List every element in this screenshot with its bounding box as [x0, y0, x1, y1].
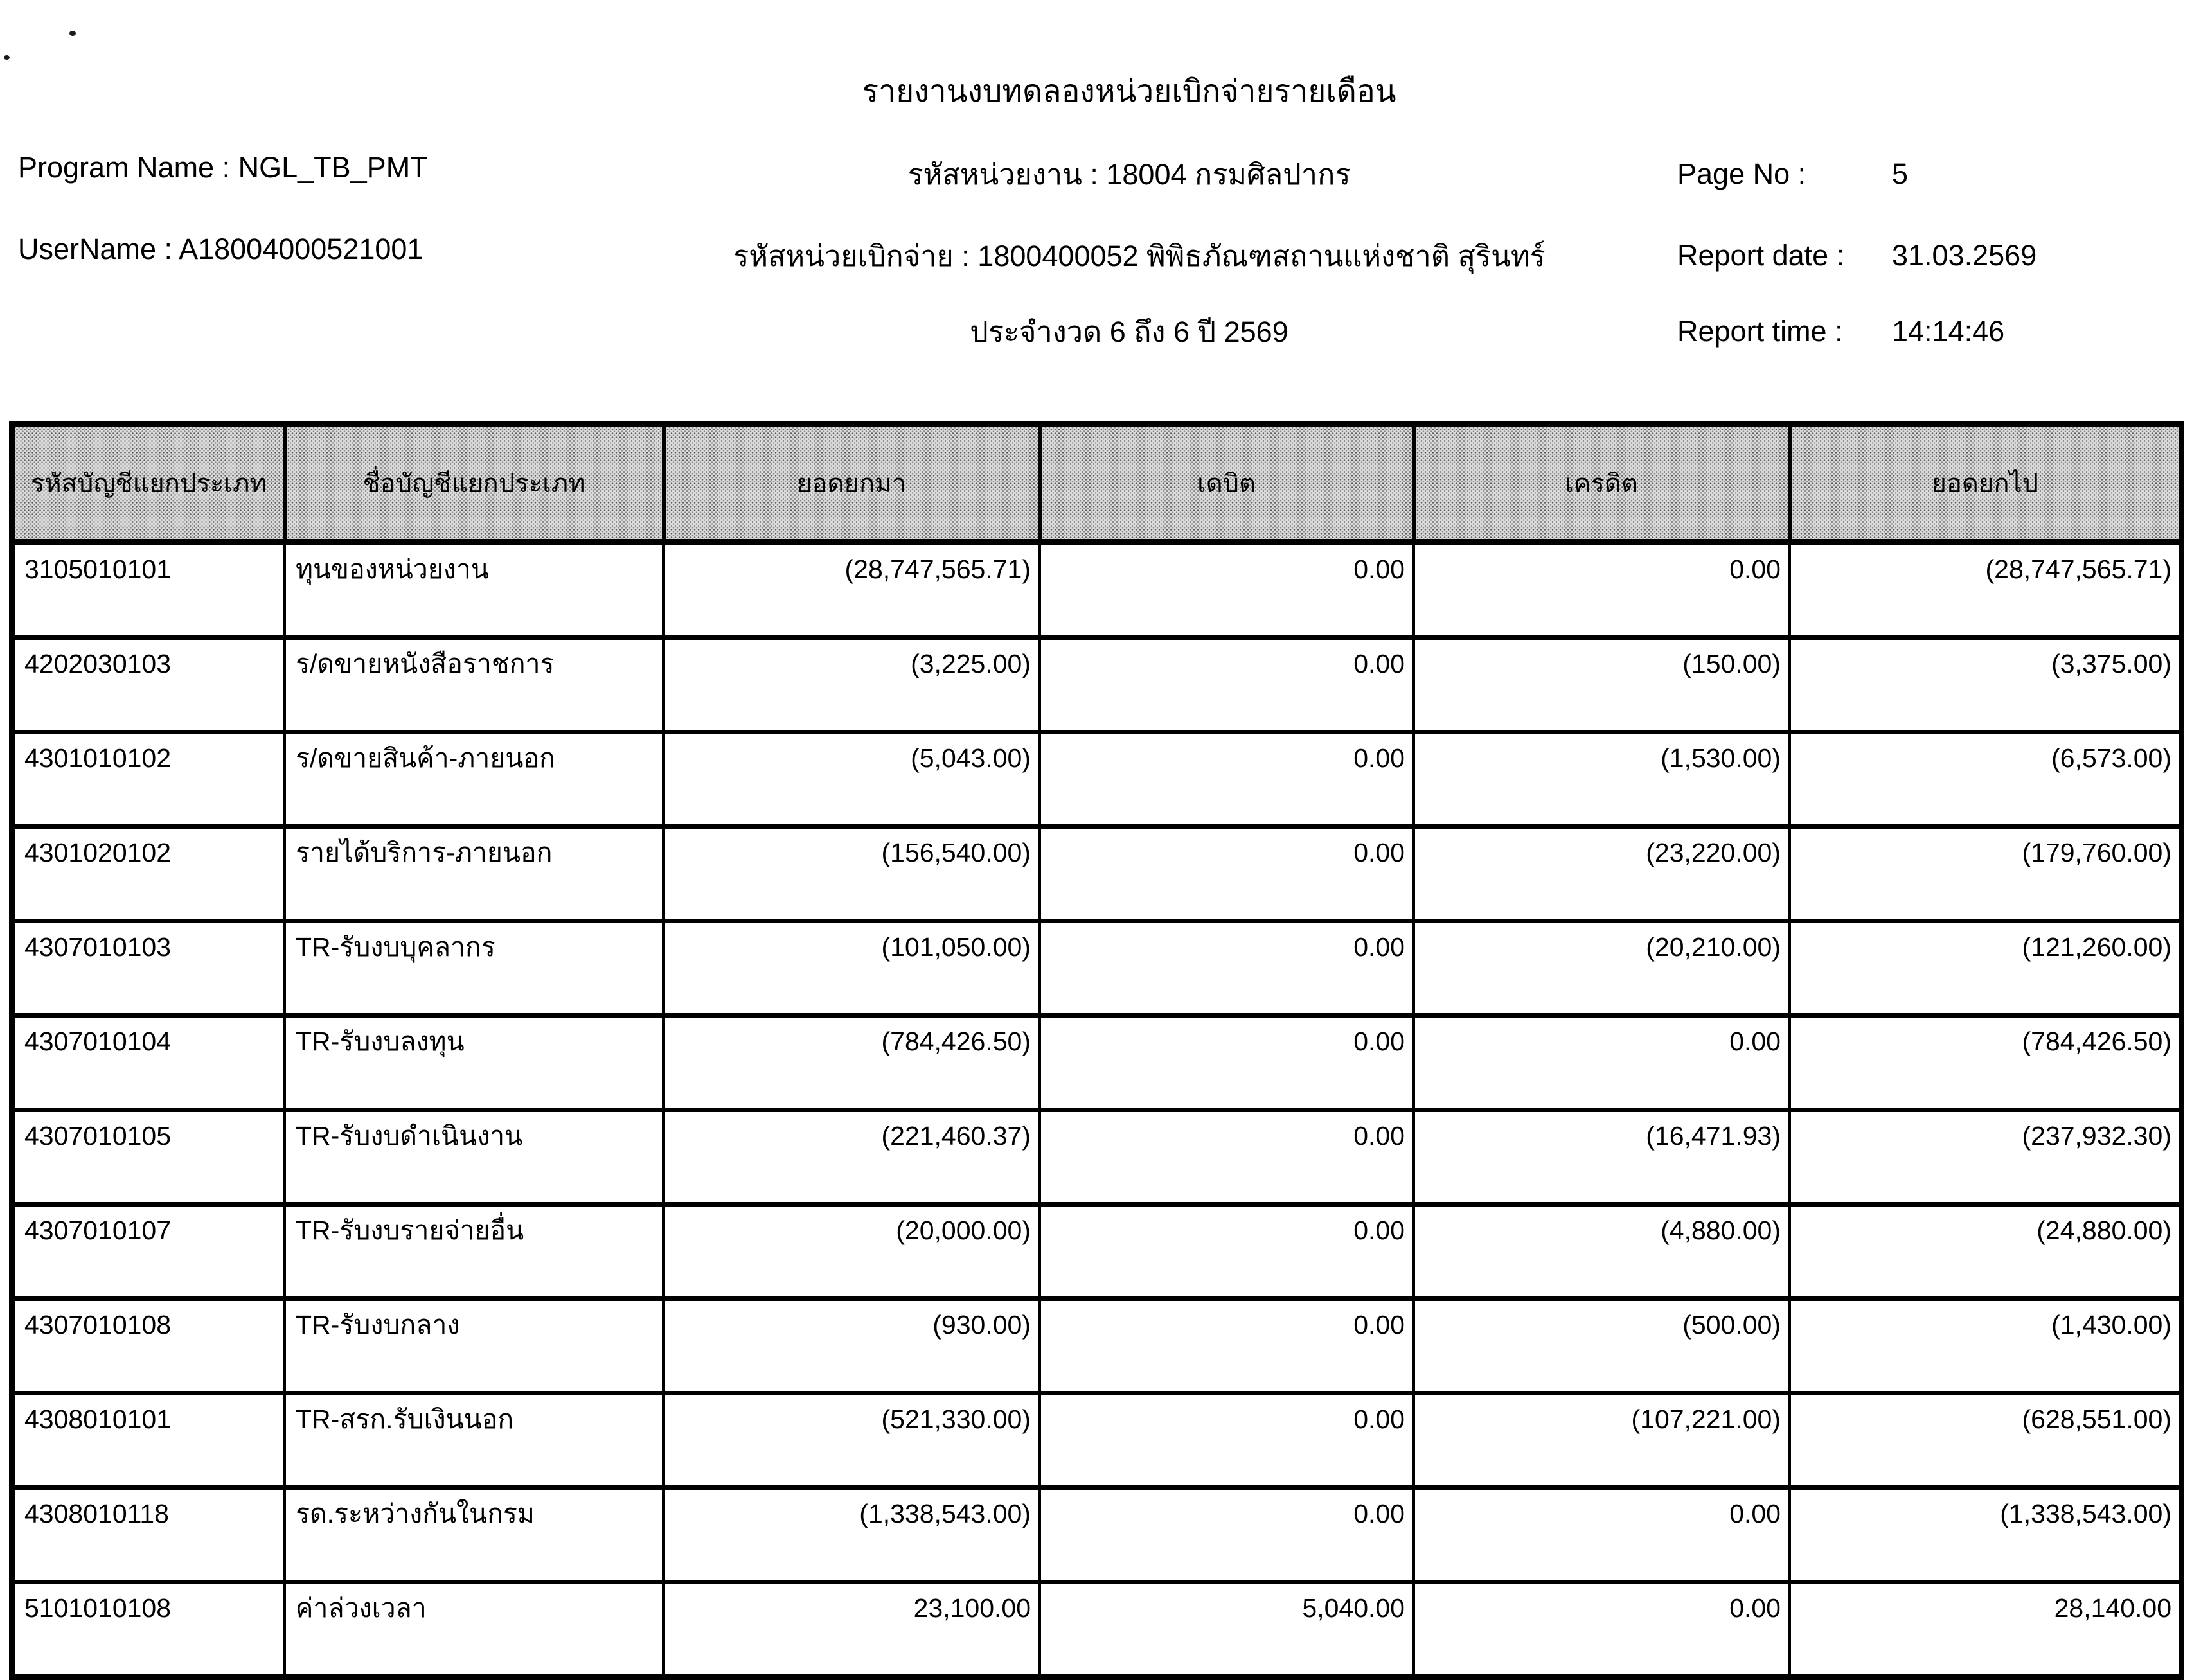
account-code-cell: 5101010108 — [12, 1582, 285, 1677]
debit-cell: 0.00 — [1040, 1016, 1414, 1110]
ending-balance-cell: (237,932.30) — [1790, 1110, 2182, 1205]
account-name-cell: TR-รับงบกลาง — [285, 1299, 664, 1393]
table-row — [12, 542, 2182, 638]
beginning-balance-cell: (28,747,565.71) — [664, 542, 1040, 638]
debit-cell: 0.00 — [1040, 732, 1414, 827]
credit-cell: (23,220.00) — [1414, 827, 1790, 921]
table-row — [12, 921, 2182, 1016]
beginning-balance-cell: (521,330.00) — [664, 1393, 1040, 1488]
account-name-cell: TR-รับงบลงทุน — [285, 1016, 664, 1110]
debit-cell: 0.00 — [1040, 542, 1414, 638]
debit-cell: 0.00 — [1040, 1110, 1414, 1205]
ending-balance-cell: (1,430.00) — [1790, 1299, 2182, 1393]
table-row — [12, 1016, 2182, 1110]
credit-cell: (20,210.00) — [1414, 921, 1790, 1016]
disbursement-unit-line: รหัสหน่วยเบิกจ่าย : 1800400052 พิพิธภัณฑสถานแห่งชาติ สุรินทร์ — [733, 240, 1546, 272]
credit-cell: 0.00 — [1414, 542, 1790, 638]
ending-balance-cell: 28,140.00 — [1790, 1582, 2182, 1677]
account-name-cell: TR-สรก.รับเงินนอก — [285, 1393, 664, 1488]
account-code-cell: 4308010118 — [12, 1488, 285, 1582]
ending-balance-header: ยอดยกไป — [1790, 425, 2182, 543]
credit-cell: (1,530.00) — [1414, 732, 1790, 827]
account-code-cell: 4307010104 — [12, 1016, 285, 1110]
debit-cell: 0.00 — [1040, 1205, 1414, 1299]
ending-balance-cell: (628,551.00) — [1790, 1393, 2182, 1488]
account-code-cell: 4307010103 — [12, 921, 285, 1016]
table-row — [12, 1393, 2182, 1488]
debit-cell: 0.00 — [1040, 1299, 1414, 1393]
report-time-value: 14:14:46 — [1892, 315, 2005, 348]
account-code-cell: 4307010105 — [12, 1110, 285, 1205]
ending-balance-cell: (121,260.00) — [1790, 921, 2182, 1016]
account-code-cell: 4308010101 — [12, 1393, 285, 1488]
beginning-balance-cell: (221,460.37) — [664, 1110, 1040, 1205]
report-time-label: Report time : — [1677, 315, 1843, 348]
table-row — [12, 1299, 2182, 1393]
table-row — [12, 1488, 2182, 1582]
table-row — [12, 638, 2182, 732]
account-name-cell: TR-รับงบบุคลากร — [285, 921, 664, 1016]
page-no-label: Page No : — [1677, 157, 1806, 190]
credit-cell: (150.00) — [1414, 638, 1790, 732]
scan-artifact-dot — [4, 55, 10, 60]
table-row — [12, 1110, 2182, 1205]
beginning-balance-cell: (930.00) — [664, 1299, 1040, 1393]
beginning-balance-header: ยอดยกมา — [664, 425, 1040, 543]
credit-cell: 0.00 — [1414, 1016, 1790, 1110]
account-name-cell: รด.ระหว่างกันในกรม — [285, 1488, 664, 1582]
account-name-cell: TR-รับงบรายจ่ายอื่น — [285, 1205, 664, 1299]
table-row — [12, 1205, 2182, 1299]
beginning-balance-cell: (156,540.00) — [664, 827, 1040, 921]
account-code-cell: 3105010101 — [12, 542, 285, 638]
account-name-cell: ร/ดขายหนังสือราชการ — [285, 638, 664, 732]
debit-cell: 5,040.00 — [1040, 1582, 1414, 1677]
program-name-line: Program Name : NGL_TB_PMT — [18, 151, 428, 184]
ending-balance-cell: (1,338,543.00) — [1790, 1488, 2182, 1582]
scan-artifact-dot — [69, 31, 76, 36]
table-row — [12, 827, 2182, 921]
beginning-balance-cell: (784,426.50) — [664, 1016, 1040, 1110]
table-row — [12, 1582, 2182, 1677]
account-name-header: ชื่อบัญชีแยกประเภท — [285, 425, 664, 543]
report-date-label: Report date : — [1677, 239, 1845, 272]
account-name-cell: รายได้บริการ-ภายนอก — [285, 827, 664, 921]
ending-balance-cell: (3,375.00) — [1790, 638, 2182, 732]
table-header-row — [12, 425, 2182, 543]
debit-cell: 0.00 — [1040, 638, 1414, 732]
credit-cell: (4,880.00) — [1414, 1205, 1790, 1299]
debit-cell: 0.00 — [1040, 921, 1414, 1016]
credit-cell: 0.00 — [1414, 1582, 1790, 1677]
ending-balance-cell: (179,760.00) — [1790, 827, 2182, 921]
report-date-value: 31.03.2569 — [1892, 239, 2037, 272]
table-row — [12, 732, 2182, 827]
credit-cell: 0.00 — [1414, 1488, 1790, 1582]
debit-cell: 0.00 — [1040, 827, 1414, 921]
table-body — [12, 542, 2182, 1677]
account-name-cell: TR-รับงบดำเนินงาน — [285, 1110, 664, 1205]
credit-cell: (16,471.93) — [1414, 1110, 1790, 1205]
account-code-cell: 4301010102 — [12, 732, 285, 827]
agency-code-line: รหัสหน่วยงาน : 18004 กรมศิลปากร — [907, 158, 1351, 191]
ending-balance-cell: (6,573.00) — [1790, 732, 2182, 827]
beginning-balance-cell: 23,100.00 — [664, 1582, 1040, 1677]
credit-cell: (107,221.00) — [1414, 1393, 1790, 1488]
account-code-cell: 4202030103 — [12, 638, 285, 732]
beginning-balance-cell: (1,338,543.00) — [664, 1488, 1040, 1582]
debit-cell: 0.00 — [1040, 1393, 1414, 1488]
ending-balance-cell: (28,747,565.71) — [1790, 542, 2182, 638]
trial-balance-table — [9, 421, 2184, 1680]
credit-cell: (500.00) — [1414, 1299, 1790, 1393]
account-code-cell: 4301020102 — [12, 827, 285, 921]
account-code-cell: 4307010108 — [12, 1299, 285, 1393]
account-code-header: รหัสบัญชีแยกประเภท — [12, 425, 285, 543]
beginning-balance-cell: (20,000.00) — [664, 1205, 1040, 1299]
account-code-cell: 4307010107 — [12, 1205, 285, 1299]
account-name-cell: ทุนของหน่วยงาน — [285, 542, 664, 638]
ending-balance-cell: (24,880.00) — [1790, 1205, 2182, 1299]
debit-cell: 0.00 — [1040, 1488, 1414, 1582]
beginning-balance-cell: (5,043.00) — [664, 732, 1040, 827]
username-line: UserName : A18004000521001 — [18, 233, 423, 265]
credit-header: เครดิต — [1414, 425, 1790, 543]
ending-balance-cell: (784,426.50) — [1790, 1016, 2182, 1110]
account-name-cell: ค่าล่วงเวลา — [285, 1582, 664, 1677]
period-line: ประจำงวด 6 ถึง 6 ปี 2569 — [970, 315, 1288, 348]
account-name-cell: ร/ดขายสินค้า-ภายนอก — [285, 732, 664, 827]
page-no-value: 5 — [1892, 157, 1909, 190]
report-title: รายงานงบทดลองหน่วยเบิกจ่ายรายเดือน — [862, 75, 1396, 109]
debit-header: เดบิต — [1040, 425, 1414, 543]
beginning-balance-cell: (101,050.00) — [664, 921, 1040, 1016]
beginning-balance-cell: (3,225.00) — [664, 638, 1040, 732]
